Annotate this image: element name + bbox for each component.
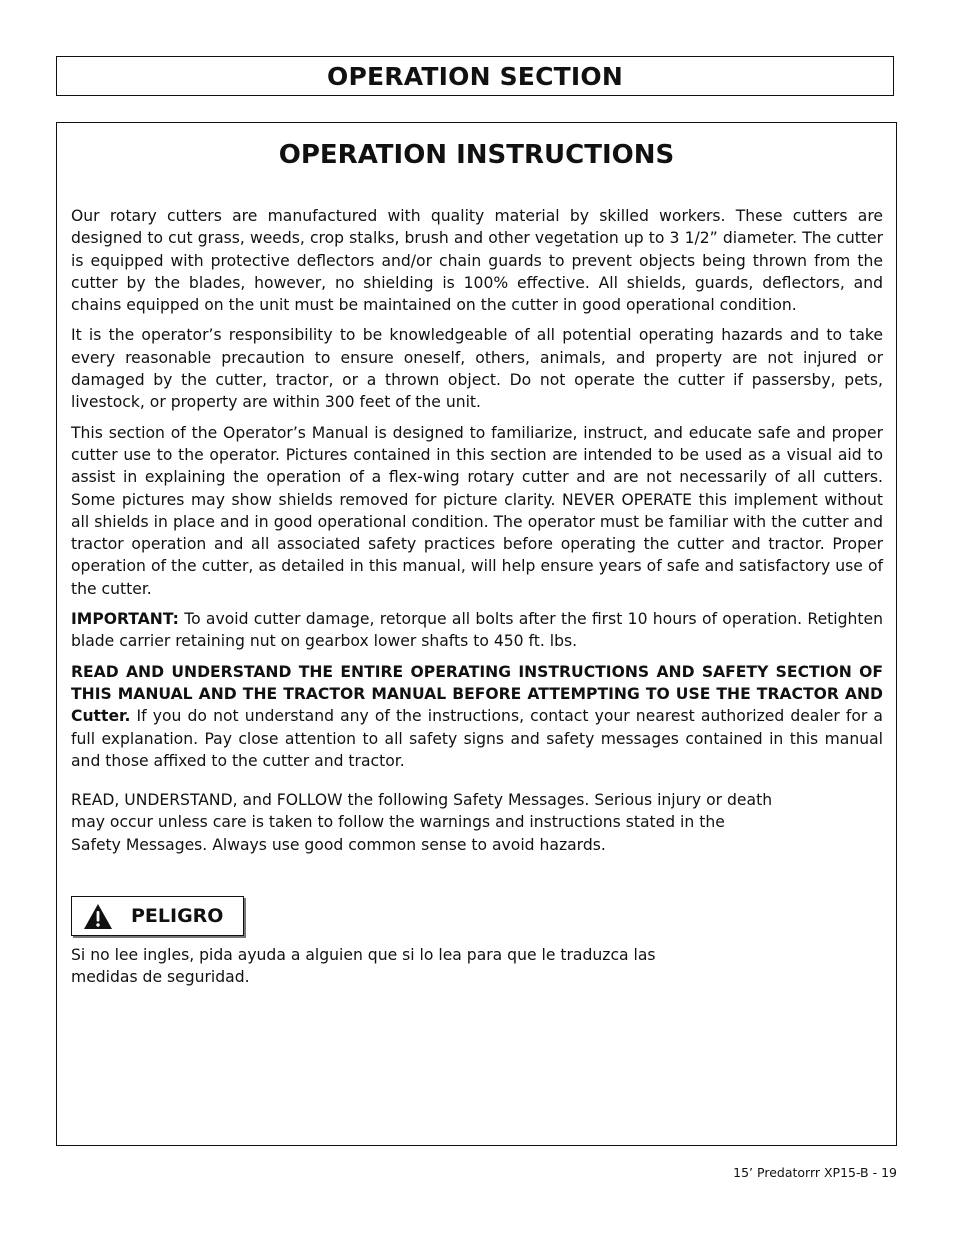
- section-header: [56, 56, 894, 96]
- important-label: IMPORTANT:: [71, 610, 179, 629]
- page-footer: 15’ Predatorrr XP15-B - 19: [733, 1165, 897, 1180]
- paragraph-safety-messages: READ, UNDERSTAND, and FOLLOW the following Safety Messages. Serious injury or death may occur unless care is taken to follow the warnings and instructions stated in the Safety Messages. Always use good common sense to avoid hazards.: [71, 791, 773, 854]
- peligro-text: Si no lee ingles, pida ayuda a alguien que si lo lea para que le traduzca las medidas de seguridad.: [71, 946, 656, 987]
- section-title: OPERATION SECTION: [327, 61, 623, 91]
- body-text: [71, 205, 883, 864]
- paragraph-intro: Our rotary cutters are manufactured with quality material by skilled workers. These cutters are designed to cut grass, weeds, crop stalks, brush and other vegetation up to 3 1/2” diameter. The cutter is equipped with protective deflectors and/or chain guards to prevent objects being thrown from the cutter by the blades, however, no shielding is 100% effective. All shields, guards, deflectors, and chains equipped on the unit must be maintained on the cutter in good operational condition.: [71, 207, 883, 315]
- peligro-label: PELIGRO: [131, 905, 224, 927]
- content-box: [56, 122, 897, 1146]
- paragraph-important: [71, 608, 883, 653]
- read-understand-text: If you do not understand any of the instructions, contact your nearest authorized dealer for a full explanation. Pay close attention to all safety signs and safety messages contained in this manual and those affixed to the cutter and tractor.: [71, 707, 883, 770]
- warning-triangle-icon: [83, 903, 113, 930]
- content-title: OPERATION INSTRUCTIONS: [278, 140, 675, 170]
- important-text: To avoid cutter damage, retorque all bolts after the first 10 hours of operation. Retighten blade carrier retaining nut on gearbox lower shafts to 450 ft. lbs.: [71, 610, 883, 651]
- peligro-box: [71, 896, 244, 936]
- paragraph-manual-purpose: This section of the Operator’s Manual is designed to familiarize, instruct, and educate safe and proper cutter use to the operator. Pictures contained in this section are intended to be used as a visual aid to assist in explaining the operation of a flex-wing rotary cutter and are not necessarily of all cutters. Some pictures may show shields removed for picture clarity. NEVER OPERATE this implement without all shields in place and in good operational condition. The operator must be familiar with the cutter and tractor operation and all associated safety practices before operating the cutter and tractor. Proper operation of the cutter, as detailed in this manual, will help ensure years of safe and satisfactory use of the cutter.: [71, 423, 883, 598]
- read-understand-bold: READ AND UNDERSTAND THE ENTIRE OPERATING INSTRUCTIONS AND SAFETY SECTION OF THIS MANUAL AND THE TRACTOR MANUAL BEFORE ATTEMPTING TO USE THE TRACTOR AND Cutter.: [71, 662, 883, 726]
- paragraph-read-understand: [71, 661, 883, 772]
- paragraph-responsibility: It is the operator’s responsibility to be knowledgeable of all potential operating hazards and to take every reasonable precaution to ensure oneself, others, animals, and property are not injured or damaged by the cutter, tractor, or a thrown object. Do not operate the cutter if passersby, pets, livestock, or property are within 300 feet of the unit.: [71, 326, 883, 412]
